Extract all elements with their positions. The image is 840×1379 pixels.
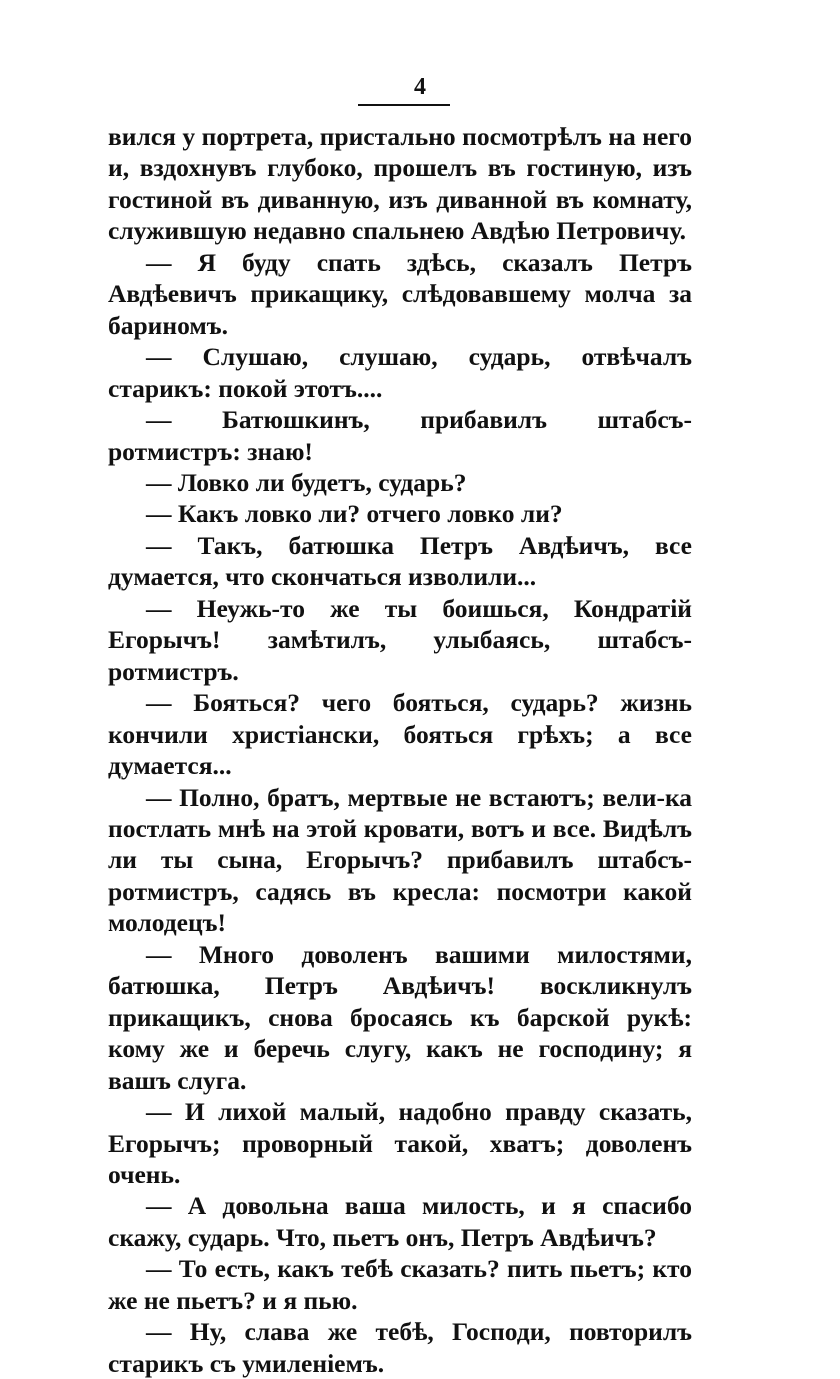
paragraph: — Много доволенъ вашими милостями, батюшка, Петръ Авдѣичъ! воскликнулъ прикащикъ, снова бросаясь къ барской рукѣ: кому же и беречь слугу, какъ не господину; я вашъ слуга. xyxy=(108,939,692,1095)
paragraph: — Ну, слава же тебѣ, Господи, повторилъ старикъ съ умиленіемъ. xyxy=(108,1317,692,1378)
paragraph: — А довольна ваша милость, и я спасибо скажу, сударь. Что, пьетъ онъ, Петръ Авдѣичъ? xyxy=(108,1191,692,1252)
paragraph: — Батюшкинъ, прибавилъ штабсъ-ротмистръ: знаю! xyxy=(108,405,692,466)
paragraph: — Полно, братъ, мертвые не встаютъ; вели-ка постлать мнѣ на этой кровати, вотъ и все. Видѣлъ ли ты сына, Егорычъ? прибавилъ штабсъ-ротмистръ, садясь въ кресла: посмотри какой молодецъ! xyxy=(108,782,692,938)
paragraph: — Такъ, батюшка Петръ Авдѣичъ, все думается, что скончаться изволили... xyxy=(108,530,692,592)
page-text xyxy=(108,121,692,1379)
header-rule xyxy=(358,104,450,106)
paragraph: — Бояться? чего бояться, сударь? жизнь кончили христіански, бояться грѣхъ; а все думается... xyxy=(108,688,692,781)
paragraph: — То есть, какъ тебѣ сказать? пить пьетъ; кто же не пьетъ? и я пью. xyxy=(108,1254,692,1315)
paragraph: — Ловко ли будетъ, сударь? xyxy=(146,467,467,497)
paragraph: — Слушаю, слушаю, сударь, отвѣчалъ старикъ: покой этотъ.... xyxy=(108,342,692,403)
page-number: 4 xyxy=(414,74,426,100)
paragraph: вился у портрета, пристально посмотрѣлъ на него и, вздохнувъ глубоко, прошелъ въ гостиную, изъ гостиной въ диванную, изъ диванной въ комнату, служившую недавно спальнею Авдѣю Петровичу. xyxy=(108,122,692,246)
paragraph: — Неужь-то же ты боишься, Кондратій Егорычъ! замѣтилъ, улыбаясь, штабсъ-ротмистръ. xyxy=(108,593,692,686)
paragraph: — Какъ ловко ли? отчего ловко ли? xyxy=(146,499,563,529)
paragraph: — Я буду спать здѣсь, сказалъ Петръ Авдѣевичъ прикащику, слѣдовавшему молча за бариномъ. xyxy=(108,247,692,340)
paragraph: — И лихой малый, надобно правду сказать, Егорычъ; проворный такой, хватъ; доволенъ очень. xyxy=(108,1097,692,1189)
